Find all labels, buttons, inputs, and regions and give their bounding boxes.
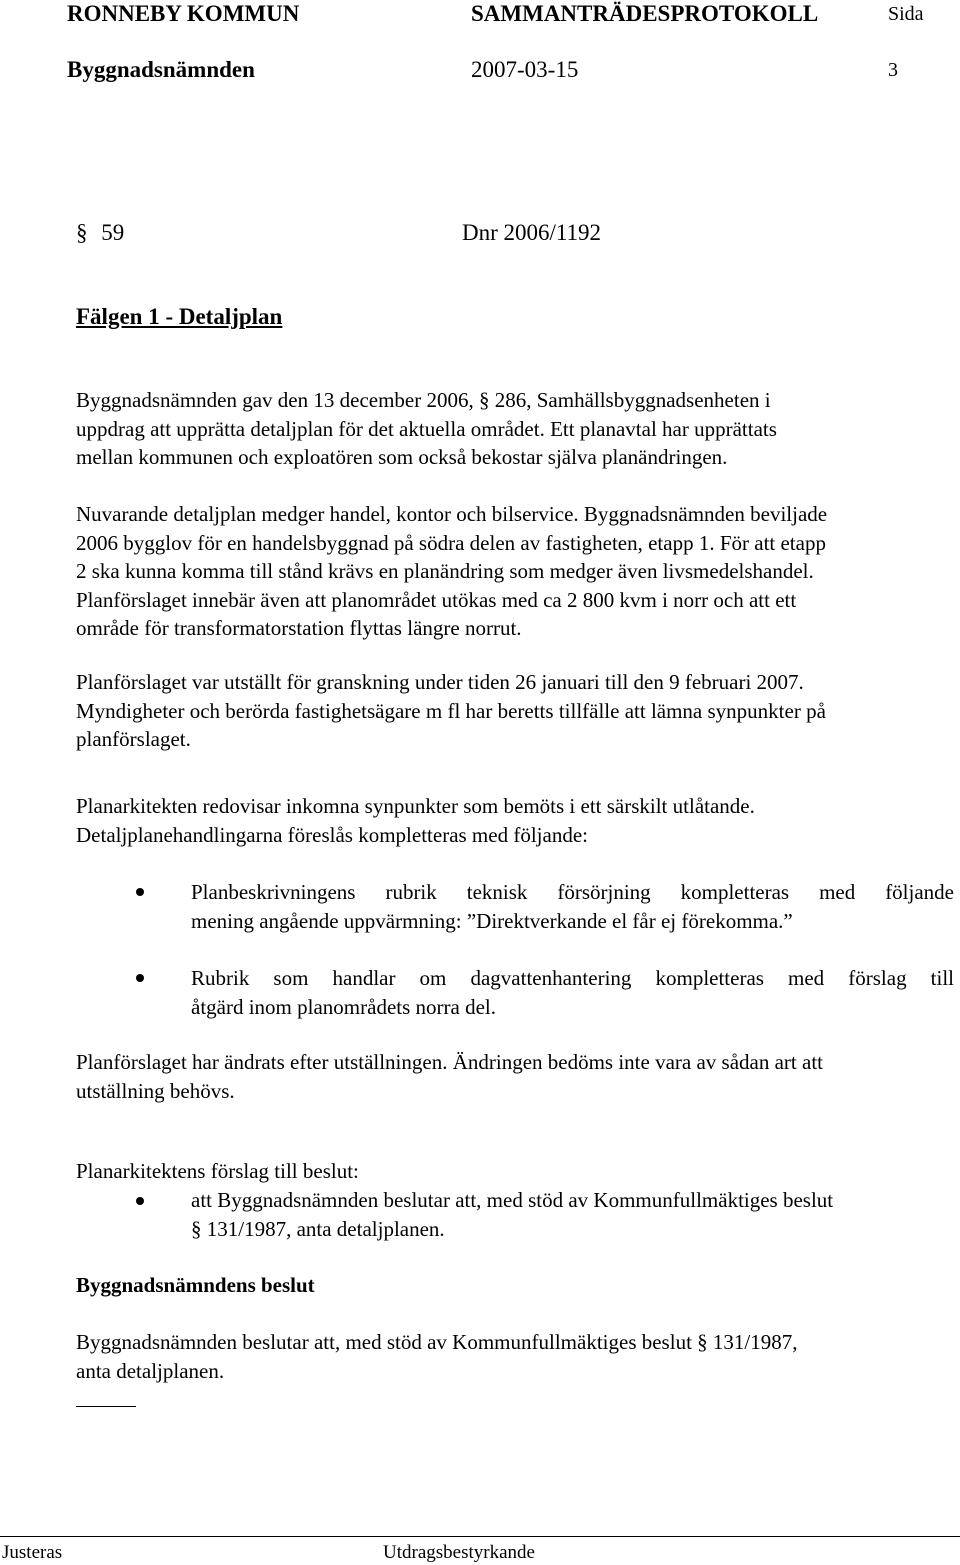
section-sign: § [76,220,88,245]
text-line: 2006 bygglov för en handelsbyggnad på södra delen av fastigheten, etapp 1. För att etapp [76,530,826,555]
footer-justeras: Justeras [2,1542,63,1563]
bullet-dot [136,888,144,896]
text-line: Nuvarande detaljplan medger handel, kontor och bilservice. Byggnadsnämnden beviljade [76,502,828,526]
proposal-bullet [191,1186,833,1243]
header-doc-type: SAMMANTRÄDESPROTOKOLL [471,1,819,26]
text-line: område för transformatorstation flyttas längre norrut. [76,616,522,640]
text-line: utställning behövs. [76,1078,235,1103]
paragraph-1 [76,386,777,472]
item-number-line [76,218,124,248]
text-line: planförslaget. [76,727,191,751]
bullet-dot [136,1197,144,1205]
header-page-number: 3 [888,59,898,81]
bullet-item [191,964,954,1021]
item-number: 59 [101,220,125,245]
decision-heading: Byggnadsnämndens beslut [76,1273,315,1297]
text-line: åtgärd inom planområdets norra del. [191,994,496,1019]
proposal-heading: Planarkitektens förslag till beslut: [76,1159,359,1183]
text-line: Byggnadsnämnden gav den 13 december 2006, § 286, Samhällsbyggnadsenheten i [76,388,771,412]
item-dnr: Dnr 2006/1192 [462,220,602,245]
text-line: Byggnadsnämnden beslutar att, med stöd av Kommunfullmäktiges beslut § 131/1987, [76,1330,798,1354]
text-line: 2 ska kunna komma till stånd krävs en planändring som medger även livsmedelshandel. [76,559,814,583]
text-line: mening angående uppvärmning: ”Direktverkande el får ej förekomma.” [191,908,793,933]
decision-text [76,1328,798,1385]
paragraph-2 [76,500,827,643]
paragraph-5 [76,1048,823,1105]
footer-divider [0,1536,960,1537]
header-committee: Byggnadsnämnden [67,57,255,82]
bullet-item [191,878,954,935]
text-line: Planförslaget har ändrats efter utställningen. Ändringen bedöms inte vara av sådan art att [76,1050,823,1074]
text-line: Myndigheter och berörda fastighetsägare m fl har beretts tillfälle att lämna synpunkter på [76,698,826,723]
text-line: Planförslaget var utställt för granskning under tiden 26 januari till den 9 februari 2007. [76,670,804,694]
text-line: § 131/1987, anta detaljplanen. [191,1216,445,1241]
text-line: Planarkitekten redovisar inkomna synpunkter som bemöts i ett särskilt utlåtande. [76,794,755,818]
text-line: Rubrik som handlar om dagvattenhantering kompletteras med förslag till [191,966,954,990]
end-rule [76,1406,136,1407]
header-org: RONNEBY KOMMUN [67,1,300,26]
text-line: Planbeskrivningens rubrik teknisk försörjning kompletteras med följande [191,880,954,904]
paragraph-4 [76,792,755,849]
text-line: anta detaljplanen. [76,1358,225,1383]
paragraph-3 [76,668,826,754]
footer-utdragsbestyrkande: Utdragsbestyrkande [383,1542,535,1563]
header-page-label: Sida [888,3,924,25]
text-line: att Byggnadsnämnden beslutar att, med stöd av Kommunfullmäktiges beslut [191,1188,834,1212]
header-date: 2007-03-15 [471,57,579,82]
text-line: Planförslaget innebär även att planområdet utökas med ca 2 800 kvm i norr och att ett [76,587,797,612]
text-line: Detaljplanehandlingarna föreslås kompletteras med följande: [76,822,588,847]
text-line: uppdrag att upprätta detaljplan för det aktuella området. Ett planavtal har upprättats [76,416,777,441]
item-title: Fälgen 1 - Detaljplan [76,304,283,329]
bullet-dot [136,974,144,982]
text-line: mellan kommunen och exploatören som också bekostar själva planändringen. [76,445,728,469]
